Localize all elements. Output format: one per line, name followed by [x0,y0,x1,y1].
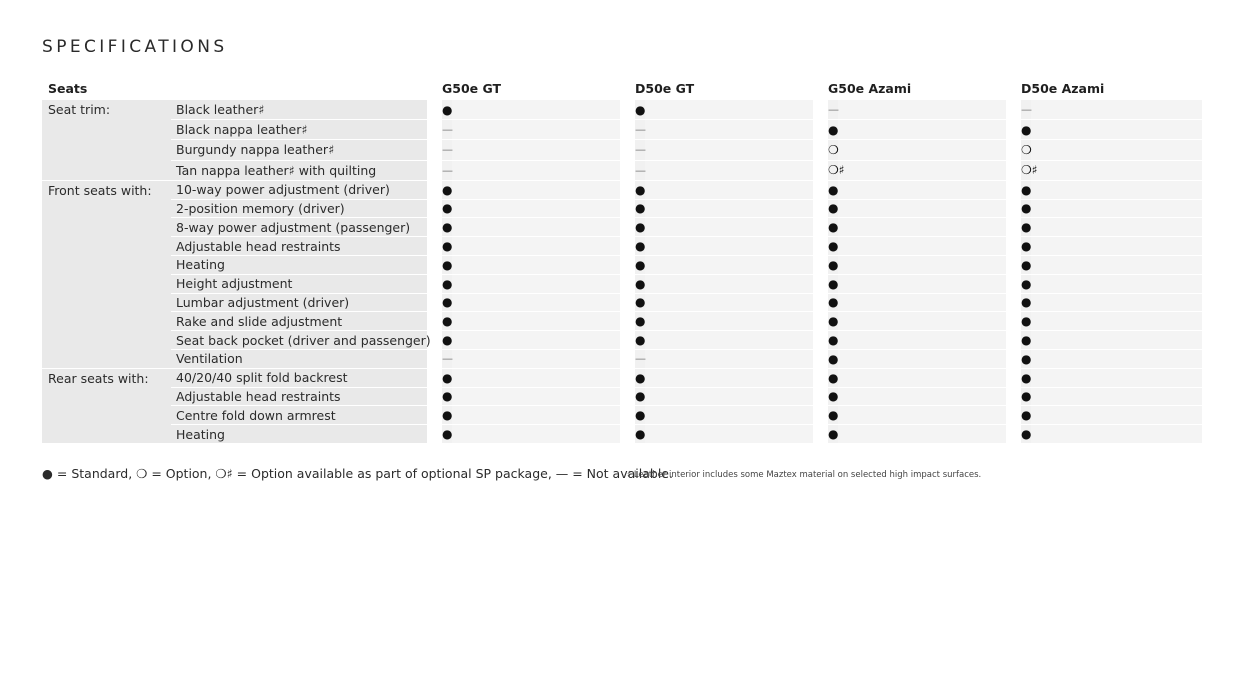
value-cell [823,120,1006,140]
standard-marker: ● [442,182,453,197]
value-cell [630,294,813,313]
value-cell [1016,100,1202,120]
feature-label: Tan nappa leather♯ with quilting [171,161,427,181]
page-title: SPECIFICATIONS [42,37,228,57]
standard-marker: ● [442,314,453,329]
value-cell [437,331,620,350]
value-cell [1016,350,1202,369]
standard-marker: ● [442,276,453,291]
model-header-d50e-gt: D50e GT [635,80,695,96]
value-cell [630,161,813,181]
standard-marker: ● [635,370,646,385]
value-cell [1016,425,1202,444]
value-cell [437,100,620,120]
value-cell [630,312,813,331]
standard-marker: ● [828,182,839,197]
not-available-marker: — [828,103,839,117]
value-cell [823,275,1006,294]
feature-label: Lumbar adjustment (driver) [171,294,427,313]
value-cell [1016,294,1202,313]
option-marker: ❍♯ [1021,163,1038,178]
model-header-g50e-azami: G50e Azami [828,80,912,96]
table-row [42,218,1202,237]
value-cell [1016,275,1202,294]
standard-marker: ● [828,239,839,254]
value-cell [437,161,620,181]
model-header-g50e-gt: G50e GT [442,80,502,96]
table-row [42,331,1202,350]
standard-marker: ● [828,314,839,329]
table-row [42,100,1202,120]
feature-label: Centre fold down armrest [171,406,427,425]
value-cell [437,406,620,425]
value-cell [1016,237,1202,256]
standard-marker: ● [635,201,646,216]
table-row [42,294,1202,313]
group-label-rear-seats: Rear seats with: [42,369,171,444]
value-cell [630,200,813,219]
standard-marker: ● [442,295,453,310]
value-cell [437,140,620,160]
feature-label: Burgundy nappa leather♯ [171,140,427,160]
value-cell [1016,140,1202,160]
not-available-marker: — [635,163,646,177]
group-label-seat-trim: Seat trim: [42,100,171,181]
standard-marker: ● [1021,389,1032,404]
feature-label: Adjustable head restraints [171,388,427,407]
value-cell [823,425,1006,444]
value-cell [630,275,813,294]
standard-marker: ● [635,182,646,197]
standard-marker: ● [635,389,646,404]
standard-marker: ● [828,408,839,423]
not-available-marker: — [442,123,453,137]
value-cell [1016,388,1202,407]
value-cell [630,331,813,350]
standard-marker: ● [442,201,453,216]
value-cell [630,425,813,444]
standard-marker: ● [1021,220,1032,235]
standard-marker: ● [828,257,839,272]
standard-marker: ● [442,257,453,272]
value-cell [823,237,1006,256]
value-cell [630,120,813,140]
standard-marker: ● [442,239,453,254]
legend: ● = Standard, ❍ = Option, ❍♯ = Option available as part of optional SP package, — = Not available. [42,466,673,481]
not-available-marker: — [635,123,646,137]
standard-marker: ● [442,220,453,235]
value-cell [823,312,1006,331]
feature-label: Rake and slide adjustment [171,312,427,331]
value-cell [1016,331,1202,350]
value-cell [630,237,813,256]
feature-label: 10-way power adjustment (driver) [171,181,427,200]
option-marker: ❍ [828,142,839,157]
value-cell [823,256,1006,275]
option-marker: ❍♯ [828,163,845,178]
feature-label: Adjustable head restraints [171,237,427,256]
standard-marker: ● [1021,408,1032,423]
standard-marker: ● [828,201,839,216]
table-row [42,140,1202,160]
standard-marker: ● [1021,201,1032,216]
table-row [42,312,1202,331]
feature-label: 8-way power adjustment (passenger) [171,218,427,237]
value-cell [823,181,1006,200]
standard-marker: ● [828,333,839,348]
feature-label: Heating [171,425,427,444]
value-cell [630,181,813,200]
value-cell [437,294,620,313]
value-cell [437,181,620,200]
feature-label: Heating [171,256,427,275]
standard-marker: ● [635,333,646,348]
value-cell [823,100,1006,120]
value-cell [630,350,813,369]
standard-marker: ● [635,276,646,291]
table-row [42,369,1202,388]
value-cell [437,350,620,369]
standard-marker: ● [1021,351,1032,366]
standard-marker: ● [828,389,839,404]
table-row [42,425,1202,444]
not-available-marker: — [442,143,453,157]
value-cell [630,369,813,388]
section-label: Seats [48,80,88,96]
standard-marker: ● [635,239,646,254]
table-row [42,350,1202,369]
standard-marker: ● [442,408,453,423]
footnote: ♯ Leather interior includes some Maztex material on selected high impact surfaces. [627,470,982,480]
value-cell [823,218,1006,237]
table-row [42,406,1202,425]
value-cell [823,388,1006,407]
not-available-marker: — [442,163,453,177]
table-row [42,181,1202,200]
value-cell [1016,312,1202,331]
value-cell [1016,218,1202,237]
value-cell [823,350,1006,369]
value-cell [630,140,813,160]
not-available-marker: — [442,352,453,366]
value-cell [1016,369,1202,388]
table-row [42,388,1202,407]
standard-marker: ● [635,102,646,117]
value-cell [437,218,620,237]
value-cell [437,256,620,275]
feature-label: Height adjustment [171,275,427,294]
table-row [42,200,1202,219]
feature-label: Black nappa leather♯ [171,120,427,140]
value-cell [823,200,1006,219]
value-cell [1016,406,1202,425]
standard-marker: ● [442,102,453,117]
standard-marker: ● [1021,427,1032,441]
value-cell [437,120,620,140]
standard-marker: ● [1021,182,1032,197]
table-row [42,256,1202,275]
standard-marker: ● [442,370,453,385]
standard-marker: ● [442,389,453,404]
value-cell [437,425,620,444]
standard-marker: ● [635,295,646,310]
value-cell [630,256,813,275]
standard-marker: ● [828,427,839,441]
value-cell [437,200,620,219]
standard-marker: ● [828,351,839,366]
value-cell [823,369,1006,388]
standard-marker: ● [828,295,839,310]
value-cell [823,406,1006,425]
value-cell [1016,161,1202,181]
standard-marker: ● [1021,370,1032,385]
value-cell [630,406,813,425]
standard-marker: ● [635,220,646,235]
table-row [42,237,1202,256]
standard-marker: ● [1021,239,1032,254]
not-available-marker: — [1021,103,1032,117]
value-cell [630,100,813,120]
value-cell [1016,120,1202,140]
standard-marker: ● [1021,314,1032,329]
standard-marker: ● [635,314,646,329]
value-cell [437,275,620,294]
standard-marker: ● [1021,333,1032,348]
table-row [42,161,1202,181]
group-label-front-seats: Front seats with: [42,181,171,369]
value-cell [823,294,1006,313]
feature-label: Seat back pocket (driver and passenger) [171,331,427,350]
value-cell [1016,200,1202,219]
option-marker: ❍ [1021,142,1032,157]
value-cell [630,388,813,407]
feature-label: 40/20/40 split fold backrest [171,369,427,388]
not-available-marker: — [635,143,646,157]
value-cell [437,237,620,256]
not-available-marker: — [635,352,646,366]
value-cell [1016,181,1202,200]
standard-marker: ● [1021,122,1032,137]
standard-marker: ● [828,220,839,235]
standard-marker: ● [442,427,453,441]
standard-marker: ● [828,122,839,137]
value-cell [823,161,1006,181]
feature-label: 2-position memory (driver) [171,200,427,219]
value-cell [437,312,620,331]
feature-label: Ventilation [171,350,427,369]
standard-marker: ● [1021,257,1032,272]
standard-marker: ● [828,276,839,291]
standard-marker: ● [635,257,646,272]
standard-marker: ● [442,333,453,348]
value-cell [823,331,1006,350]
model-header-d50e-azami: D50e Azami [1021,80,1105,96]
standard-marker: ● [1021,276,1032,291]
value-cell [437,388,620,407]
standard-marker: ● [635,408,646,423]
standard-marker: ● [635,427,646,441]
table-header-row [42,76,1202,100]
value-cell [630,218,813,237]
feature-label: Black leather♯ [171,100,427,120]
standard-marker: ● [828,370,839,385]
specifications-table [42,76,1202,444]
table-row [42,275,1202,294]
value-cell [1016,256,1202,275]
table-body [42,100,1202,444]
standard-marker: ● [1021,295,1032,310]
value-cell [823,140,1006,160]
table-row [42,120,1202,140]
value-cell [437,369,620,388]
